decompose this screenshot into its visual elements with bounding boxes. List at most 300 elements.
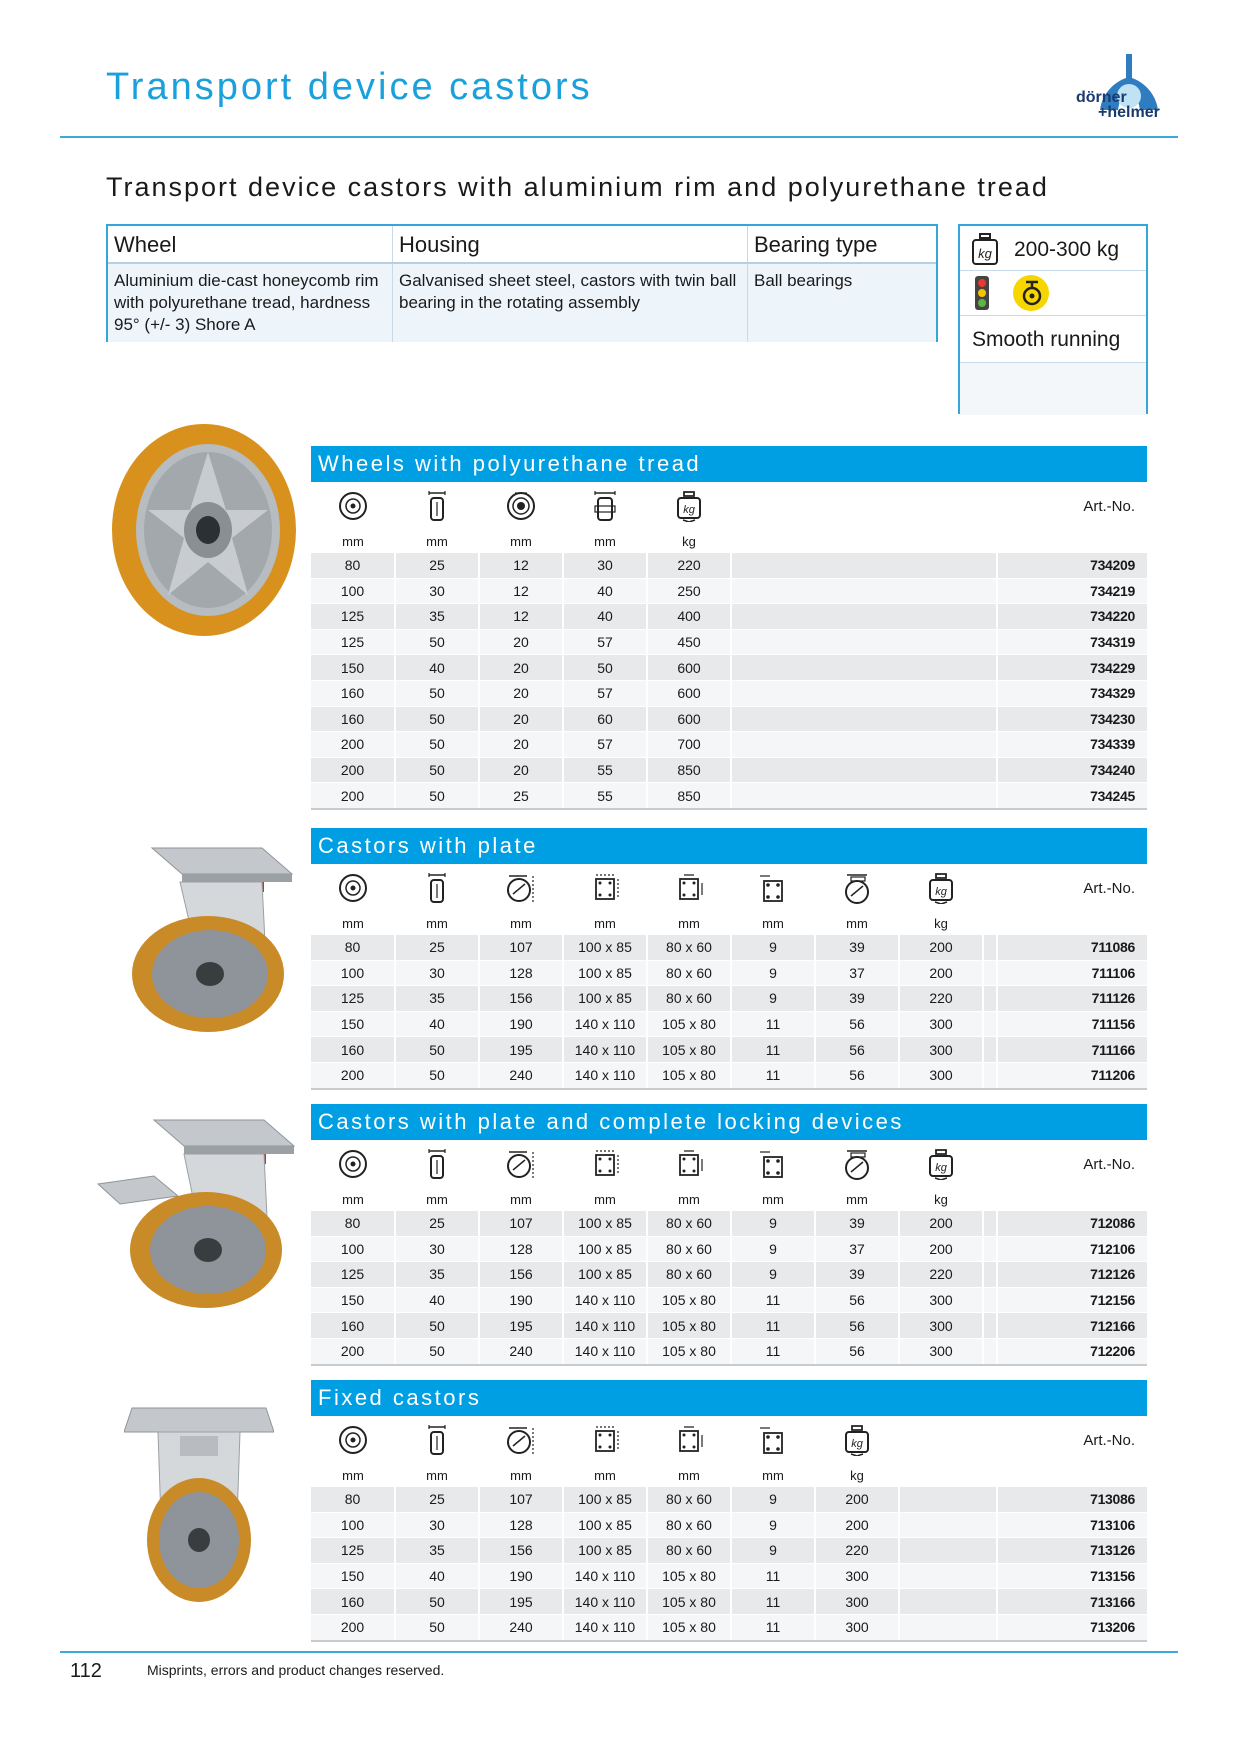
- table-cell: 80 x 60: [647, 1262, 731, 1288]
- art-no-label: Art.-No.: [1083, 1432, 1135, 1449]
- unit-label: mm: [342, 534, 364, 549]
- spec-header-housing: Housing: [393, 226, 748, 263]
- castor-plate-product-image: [112, 842, 302, 1034]
- table-row: [311, 604, 1147, 630]
- offset-icon: [841, 1148, 873, 1180]
- art-number: 734230: [997, 706, 1147, 732]
- unit-label: mm: [426, 916, 448, 931]
- table-cell: 160: [311, 1313, 395, 1339]
- wheel-product-image: [108, 420, 300, 638]
- offset-icon: [841, 872, 873, 904]
- table-cell: 30: [563, 553, 647, 579]
- table-cell: 35: [395, 1262, 479, 1288]
- table-cell: 100 x 85: [563, 1487, 647, 1513]
- table-cell: 30: [395, 1236, 479, 1262]
- section-wheels: [311, 446, 1147, 810]
- table-cell: 11: [731, 1062, 815, 1088]
- wheel-width-icon: [421, 872, 453, 904]
- table-cell: 105 x 80: [647, 1037, 731, 1063]
- table-cell: 156: [479, 1538, 563, 1564]
- art-number: 734209: [997, 553, 1147, 579]
- table-cell: 56: [815, 1037, 899, 1063]
- table-cell: 39: [815, 986, 899, 1012]
- table-cell: 100 x 85: [563, 1512, 647, 1538]
- unit-label: mm: [846, 1192, 868, 1207]
- svg-text:kg: kg: [935, 1162, 947, 1174]
- data-table: [311, 1486, 1147, 1642]
- table-cell: 150: [311, 655, 395, 681]
- load-capacity-icon: [841, 1424, 873, 1456]
- table-row: [311, 578, 1147, 604]
- table-cell: 300: [815, 1589, 899, 1615]
- table-cell: 156: [479, 986, 563, 1012]
- table-cell: 11: [731, 1614, 815, 1640]
- footer-note: Misprints, errors and product changes reserved.: [147, 1662, 445, 1678]
- table-cell: 200: [899, 960, 983, 986]
- table-cell: 56: [815, 1011, 899, 1037]
- spacer-cell: [983, 1011, 997, 1037]
- table-cell: 30: [395, 960, 479, 986]
- table-row: [311, 986, 1147, 1012]
- table-cell: 55: [563, 757, 647, 783]
- spec-value-bearing: Ball bearings: [748, 263, 937, 342]
- feature-box: [958, 224, 1148, 414]
- unit-row: [311, 1188, 1147, 1210]
- spec-table: [106, 224, 938, 342]
- table-cell: 50: [395, 1037, 479, 1063]
- table-cell: 25: [395, 1211, 479, 1237]
- unit-label: mm: [342, 1468, 364, 1483]
- spec-value-housing: Galvanised sheet steel, castors with twin ball bearing in the rotating assembly: [393, 263, 748, 342]
- table-cell: 60: [563, 706, 647, 732]
- table-cell: 11: [731, 1011, 815, 1037]
- table-cell: 100: [311, 960, 395, 986]
- table-cell: 200: [311, 1338, 395, 1364]
- table-cell: 100 x 85: [563, 1236, 647, 1262]
- table-row: [311, 1538, 1147, 1564]
- table-cell: 200: [311, 1614, 395, 1640]
- spacer-cell: [731, 604, 997, 630]
- table-cell: 200: [815, 1487, 899, 1513]
- table-cell: 25: [395, 1487, 479, 1513]
- section-castors-plate: [311, 828, 1147, 1090]
- section-castors-locking: [311, 1104, 1147, 1366]
- table-cell: 128: [479, 1236, 563, 1262]
- art-number: 734319: [997, 629, 1147, 655]
- table-cell: 25: [395, 935, 479, 961]
- spacer-cell: [983, 1338, 997, 1364]
- table-cell: 20: [479, 680, 563, 706]
- art-number: 734245: [997, 783, 1147, 809]
- unit-label: kg: [682, 534, 696, 549]
- table-cell: 150: [311, 1011, 395, 1037]
- table-cell: 850: [647, 783, 731, 809]
- table-cell: 450: [647, 629, 731, 655]
- table-cell: 107: [479, 1487, 563, 1513]
- spacer-cell: [983, 1313, 997, 1339]
- table-cell: 56: [815, 1287, 899, 1313]
- table-cell: 140 x 110: [563, 1589, 647, 1615]
- wheel-diameter-icon: [337, 490, 369, 522]
- table-row: [311, 1287, 1147, 1313]
- art-number: 734240: [997, 757, 1147, 783]
- bore-diameter-icon: [505, 490, 537, 522]
- table-cell: 80 x 60: [647, 1538, 731, 1564]
- table-cell: 50: [395, 706, 479, 732]
- table-cell: 39: [815, 1211, 899, 1237]
- icon-row: [311, 482, 1147, 530]
- table-cell: 35: [395, 604, 479, 630]
- spacer-cell: [731, 732, 997, 758]
- art-number: 734229: [997, 655, 1147, 681]
- spacer-cell: [983, 1037, 997, 1063]
- table-row: [311, 1614, 1147, 1640]
- table-cell: 80 x 60: [647, 960, 731, 986]
- unit-label: mm: [426, 534, 448, 549]
- section-title: Castors with plate: [311, 828, 1147, 864]
- table-cell: 150: [311, 1287, 395, 1313]
- spacer-cell: [731, 553, 997, 579]
- spacer-cell: [731, 757, 997, 783]
- unit-label: mm: [678, 916, 700, 931]
- table-cell: 140 x 110: [563, 1313, 647, 1339]
- total-height-icon: [505, 1424, 537, 1456]
- table-cell: 56: [815, 1062, 899, 1088]
- table-cell: 80: [311, 935, 395, 961]
- spacer-cell: [983, 1287, 997, 1313]
- table-row: [311, 1313, 1147, 1339]
- table-cell: 100: [311, 1236, 395, 1262]
- table-cell: 105 x 80: [647, 1313, 731, 1339]
- table-cell: 128: [479, 960, 563, 986]
- unit-label: mm: [678, 1192, 700, 1207]
- table-cell: 80 x 60: [647, 1487, 731, 1513]
- table-cell: 140 x 110: [563, 1011, 647, 1037]
- table-cell: 9: [731, 960, 815, 986]
- table-cell: 240: [479, 1338, 563, 1364]
- art-number: 713156: [997, 1563, 1147, 1589]
- table-cell: 30: [395, 578, 479, 604]
- table-row: [311, 732, 1147, 758]
- table-cell: 850: [647, 757, 731, 783]
- art-number: 734220: [997, 604, 1147, 630]
- table-cell: 160: [311, 706, 395, 732]
- table-cell: 140 x 110: [563, 1037, 647, 1063]
- table-cell: 125: [311, 1538, 395, 1564]
- section-title: Castors with plate and complete locking devices: [311, 1104, 1147, 1140]
- table-cell: 156: [479, 1262, 563, 1288]
- unit-label: mm: [762, 1468, 784, 1483]
- table-row: [311, 783, 1147, 809]
- table-cell: 50: [563, 655, 647, 681]
- bolt-hole-diameter-icon: [757, 872, 789, 904]
- spacer-cell: [731, 578, 997, 604]
- art-number: 712106: [997, 1236, 1147, 1262]
- spec-header-bearing: Bearing type: [748, 226, 937, 263]
- spacer-cell: [983, 960, 997, 986]
- unit-label: mm: [846, 916, 868, 931]
- table-cell: 20: [479, 655, 563, 681]
- table-row: [311, 1563, 1147, 1589]
- weight-icon: [970, 232, 1000, 266]
- unit-label: mm: [510, 1468, 532, 1483]
- table-row: [311, 629, 1147, 655]
- table-cell: 200: [899, 935, 983, 961]
- table-cell: 125: [311, 1262, 395, 1288]
- table-row: [311, 1589, 1147, 1615]
- table-cell: 50: [395, 1313, 479, 1339]
- wheel-width-icon: [421, 1148, 453, 1180]
- unit-row: [311, 1464, 1147, 1486]
- table-cell: 600: [647, 655, 731, 681]
- table-cell: 50: [395, 732, 479, 758]
- table-cell: 55: [563, 783, 647, 809]
- table-cell: 195: [479, 1037, 563, 1063]
- table-cell: 300: [899, 1062, 983, 1088]
- table-cell: 105 x 80: [647, 1287, 731, 1313]
- art-number: 713086: [997, 1487, 1147, 1513]
- svg-text:kg: kg: [851, 1438, 863, 1450]
- table-cell: 100 x 85: [563, 986, 647, 1012]
- table-cell: 200: [311, 757, 395, 783]
- art-number: 711126: [997, 986, 1147, 1012]
- svg-text:kg: kg: [683, 504, 695, 516]
- table-cell: 11: [731, 1287, 815, 1313]
- unit-label: mm: [510, 1192, 532, 1207]
- unit-label: kg: [934, 916, 948, 931]
- table-cell: 35: [395, 986, 479, 1012]
- wheel-diameter-icon: [337, 872, 369, 904]
- spacer-cell: [983, 1236, 997, 1262]
- table-cell: 39: [815, 935, 899, 961]
- footer-rule: [60, 1651, 1178, 1653]
- unit-label: kg: [934, 1192, 948, 1207]
- feature-label: Smooth running: [972, 328, 1121, 351]
- table-cell: 140 x 110: [563, 1062, 647, 1088]
- table-cell: 40: [563, 578, 647, 604]
- bolt-hole-diameter-icon: [757, 1424, 789, 1456]
- table-cell: 300: [815, 1614, 899, 1640]
- table-cell: 200: [899, 1211, 983, 1237]
- table-cell: 140 x 110: [563, 1563, 647, 1589]
- table-cell: 25: [395, 553, 479, 579]
- table-cell: 220: [815, 1538, 899, 1564]
- spec-value-wheel: Aluminium die-cast honeycomb rim with polyurethane tread, hardness 95° (+/- 3) Shore A: [108, 263, 393, 342]
- table-cell: 107: [479, 935, 563, 961]
- table-cell: 9: [731, 1538, 815, 1564]
- table-row: [311, 1236, 1147, 1262]
- unit-label: mm: [342, 916, 364, 931]
- table-row: [311, 1037, 1147, 1063]
- table-row: [311, 1487, 1147, 1513]
- table-cell: 37: [815, 960, 899, 986]
- art-number: 711206: [997, 1062, 1147, 1088]
- table-cell: 240: [479, 1614, 563, 1640]
- table-cell: 100 x 85: [563, 1262, 647, 1288]
- table-cell: 200: [815, 1512, 899, 1538]
- table-cell: 300: [899, 1338, 983, 1364]
- table-cell: 400: [647, 604, 731, 630]
- table-cell: 600: [647, 706, 731, 732]
- table-row: [311, 706, 1147, 732]
- table-cell: 80: [311, 1487, 395, 1513]
- table-cell: 105 x 80: [647, 1563, 731, 1589]
- table-cell: 25: [479, 783, 563, 809]
- table-row: [311, 960, 1147, 986]
- data-table: [311, 934, 1147, 1090]
- table-cell: 160: [311, 1589, 395, 1615]
- table-cell: 20: [479, 706, 563, 732]
- table-cell: 190: [479, 1563, 563, 1589]
- art-number: 713206: [997, 1614, 1147, 1640]
- table-cell: 40: [563, 604, 647, 630]
- table-cell: 20: [479, 732, 563, 758]
- unit-label: mm: [594, 534, 616, 549]
- table-cell: 11: [731, 1037, 815, 1063]
- table-cell: 50: [395, 1062, 479, 1088]
- table-cell: 300: [899, 1287, 983, 1313]
- table-cell: 100 x 85: [563, 960, 647, 986]
- spacer-cell: [731, 783, 997, 809]
- data-table: [311, 552, 1147, 810]
- art-number: 734339: [997, 732, 1147, 758]
- table-cell: 80: [311, 1211, 395, 1237]
- unit-label: mm: [762, 1192, 784, 1207]
- spacer-cell: [983, 1262, 997, 1288]
- unit-label: mm: [678, 1468, 700, 1483]
- table-row: [311, 655, 1147, 681]
- table-cell: 220: [899, 986, 983, 1012]
- table-cell: 50: [395, 1338, 479, 1364]
- unit-label: mm: [594, 916, 616, 931]
- table-cell: 105 x 80: [647, 1062, 731, 1088]
- art-number: 711166: [997, 1037, 1147, 1063]
- table-row: [311, 1011, 1147, 1037]
- table-cell: 105 x 80: [647, 1338, 731, 1364]
- table-cell: 80: [311, 553, 395, 579]
- table-cell: 9: [731, 1262, 815, 1288]
- art-number: 712156: [997, 1287, 1147, 1313]
- table-cell: 80 x 60: [647, 1512, 731, 1538]
- total-height-icon: [505, 1148, 537, 1180]
- art-number: 712166: [997, 1313, 1147, 1339]
- table-cell: 9: [731, 1236, 815, 1262]
- table-cell: 300: [899, 1313, 983, 1339]
- art-number: 734329: [997, 680, 1147, 706]
- spacer-cell: [899, 1512, 997, 1538]
- bolt-hole-spacing-icon: [673, 1424, 705, 1456]
- icon-row: [311, 1416, 1147, 1464]
- table-cell: 40: [395, 655, 479, 681]
- unit-label: mm: [594, 1468, 616, 1483]
- table-cell: 56: [815, 1313, 899, 1339]
- plate-size-icon: [589, 1148, 621, 1180]
- table-cell: 300: [815, 1563, 899, 1589]
- spacer-cell: [983, 986, 997, 1012]
- table-cell: 57: [563, 732, 647, 758]
- table-cell: 100: [311, 1512, 395, 1538]
- table-cell: 100: [311, 578, 395, 604]
- load-capacity-icon: [925, 1148, 957, 1180]
- table-cell: 80 x 60: [647, 986, 731, 1012]
- spacer-cell: [731, 706, 997, 732]
- section-title: Fixed castors: [311, 1380, 1147, 1416]
- wheel-width-icon: [421, 1424, 453, 1456]
- unit-label: mm: [510, 916, 532, 931]
- unit-label: mm: [594, 1192, 616, 1207]
- table-cell: 50: [395, 629, 479, 655]
- table-row: [311, 1512, 1147, 1538]
- table-cell: 100 x 85: [563, 1211, 647, 1237]
- table-row: [311, 757, 1147, 783]
- table-cell: 39: [815, 1262, 899, 1288]
- spacer-cell: [899, 1589, 997, 1615]
- wheel-diameter-icon: [337, 1148, 369, 1180]
- table-cell: 50: [395, 783, 479, 809]
- spacer-cell: [731, 629, 997, 655]
- table-cell: 80 x 60: [647, 1236, 731, 1262]
- table-cell: 9: [731, 1512, 815, 1538]
- table-cell: 12: [479, 604, 563, 630]
- wheel-diameter-icon: [337, 1424, 369, 1456]
- spec-header-wheel: Wheel: [108, 226, 393, 263]
- fixed-castor-product-image: [124, 1400, 274, 1606]
- table-cell: 140 x 110: [563, 1287, 647, 1313]
- table-cell: 200: [311, 732, 395, 758]
- bolt-hole-spacing-icon: [673, 872, 705, 904]
- section-fixed-castors: [311, 1380, 1147, 1642]
- svg-text:kg: kg: [935, 886, 947, 898]
- table-cell: 195: [479, 1589, 563, 1615]
- table-cell: 140 x 110: [563, 1338, 647, 1364]
- table-cell: 80 x 60: [647, 935, 731, 961]
- table-cell: 160: [311, 680, 395, 706]
- unit-label: mm: [426, 1468, 448, 1483]
- company-logo: [1070, 48, 1182, 124]
- feature-empty-cell: [960, 363, 1146, 415]
- header-rule: [60, 136, 1178, 138]
- table-cell: 50: [395, 1589, 479, 1615]
- table-row: [311, 553, 1147, 579]
- table-row: [311, 1262, 1147, 1288]
- table-cell: 20: [479, 629, 563, 655]
- plate-size-icon: [589, 872, 621, 904]
- table-cell: 105 x 80: [647, 1011, 731, 1037]
- table-cell: 125: [311, 604, 395, 630]
- art-number: 711086: [997, 935, 1147, 961]
- traffic-light-icon: [974, 275, 990, 311]
- table-row: [311, 935, 1147, 961]
- page-title: Transport device castors: [106, 66, 593, 108]
- table-cell: 190: [479, 1287, 563, 1313]
- table-cell: 20: [479, 757, 563, 783]
- table-cell: 600: [647, 680, 731, 706]
- table-cell: 700: [647, 732, 731, 758]
- table-cell: 56: [815, 1338, 899, 1364]
- table-cell: 11: [731, 1338, 815, 1364]
- table-cell: 105 x 80: [647, 1589, 731, 1615]
- table-cell: 240: [479, 1062, 563, 1088]
- weight-range: 200-300 kg: [1014, 238, 1120, 261]
- table-cell: 9: [731, 1211, 815, 1237]
- castor-locking-product-image: [94, 1112, 304, 1312]
- table-cell: 100 x 85: [563, 935, 647, 961]
- table-cell: 195: [479, 1313, 563, 1339]
- table-cell: 57: [563, 629, 647, 655]
- art-number: 734219: [997, 578, 1147, 604]
- spacer-cell: [983, 935, 997, 961]
- table-cell: 9: [731, 1487, 815, 1513]
